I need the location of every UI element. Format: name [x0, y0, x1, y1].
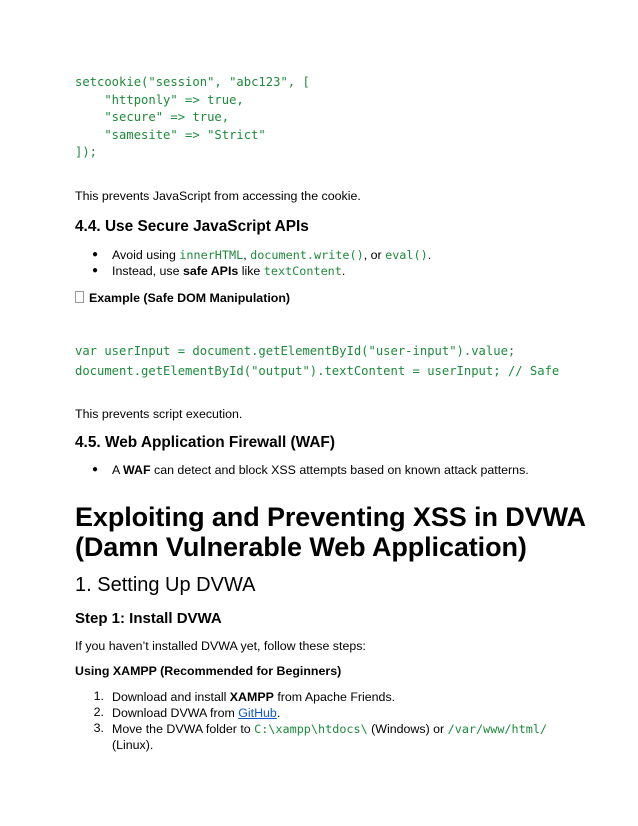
- code-block-dom: [75, 343, 559, 380]
- main-title-line: Exploiting and Preventing XSS in DVWA: [75, 502, 586, 532]
- code-line: document.getElementById("output").textContent = userInput; // Safe: [75, 363, 560, 378]
- bullet-text: Avoid using: [112, 248, 180, 262]
- list-text: Download and install: [112, 690, 230, 704]
- heading-step-1: Step 1: Install DVWA: [75, 610, 222, 627]
- main-title: [75, 502, 586, 562]
- list-text: from Apache Friends.: [273, 690, 396, 704]
- list-text: Move the DVWA folder to: [112, 722, 255, 736]
- bullet-text: .: [427, 248, 432, 262]
- bullet-text: Instead, use: [112, 264, 183, 278]
- inline-code: document.write(): [250, 248, 364, 262]
- example-label-text: Example (Safe DOM Manipulation): [89, 291, 291, 305]
- inline-code: innerHTML: [179, 248, 244, 262]
- code-line: "httponly" => true,: [75, 92, 244, 107]
- paragraph-cookie-note: This prevents JavaScript from accessing the cookie.: [75, 189, 361, 203]
- list-text: (Windows) or: [367, 722, 448, 736]
- list-number: 2.: [93, 705, 104, 719]
- code-line: setcookie("session", "abc123", [: [75, 75, 310, 89]
- bullet-bold-text: WAF: [123, 463, 151, 477]
- bullet-text: can detect and block XSS attempts based on known attack patterns.: [150, 463, 529, 477]
- github-link[interactable]: GitHub: [238, 706, 277, 720]
- inline-code: /var/www/html/: [447, 722, 548, 736]
- list-number: 1.: [93, 689, 104, 703]
- code-line: ]);: [75, 145, 98, 160]
- paragraph-intro: If you haven’t installed DVWA yet, follow these steps:: [75, 639, 366, 653]
- code-block-cookie: [75, 74, 310, 162]
- heading-setting-up: 1. Setting Up DVWA: [75, 574, 256, 596]
- heading-4-4: 4.4. Use Secure JavaScript APIs: [75, 218, 309, 235]
- bullet-text: A: [112, 463, 124, 477]
- bullet-text: ,: [243, 248, 251, 262]
- inline-code: C:\xampp\htdocs\: [254, 722, 368, 736]
- bullet-text: like: [238, 264, 264, 278]
- list-text: .: [276, 706, 281, 720]
- heading-4-5: 4.5. Web Application Firewall (WAF): [75, 434, 335, 451]
- list-text: (Linux).: [112, 738, 154, 752]
- inline-code: textContent: [263, 264, 342, 278]
- list-bold-text: XAMPP: [229, 690, 274, 704]
- example-label: [75, 290, 290, 306]
- list-text: Download DVWA from: [112, 706, 239, 720]
- bullet-bold-text: safe APIs: [182, 264, 239, 278]
- inline-code: eval(): [385, 248, 428, 262]
- paragraph-script-note: This prevents script execution.: [75, 407, 243, 421]
- missing-glyph-icon: [75, 291, 84, 303]
- code-line: "samesite" => "Strict": [75, 127, 266, 142]
- heading-xampp: Using XAMPP (Recommended for Beginners): [75, 664, 342, 678]
- code-line: var userInput = document.getElementById("user-input").value;: [75, 344, 516, 358]
- bullet-text: .: [341, 264, 346, 278]
- main-title-line: (Damn Vulnerable Web Application): [75, 532, 527, 562]
- code-line: "secure" => true,: [75, 110, 230, 125]
- list-number: 3.: [93, 721, 104, 735]
- bullet-dot-icon: ●: [92, 265, 99, 276]
- bullet-dot-icon: ●: [92, 464, 99, 475]
- bullet-dot-icon: ●: [92, 249, 99, 260]
- bullet-text: , or: [363, 248, 386, 262]
